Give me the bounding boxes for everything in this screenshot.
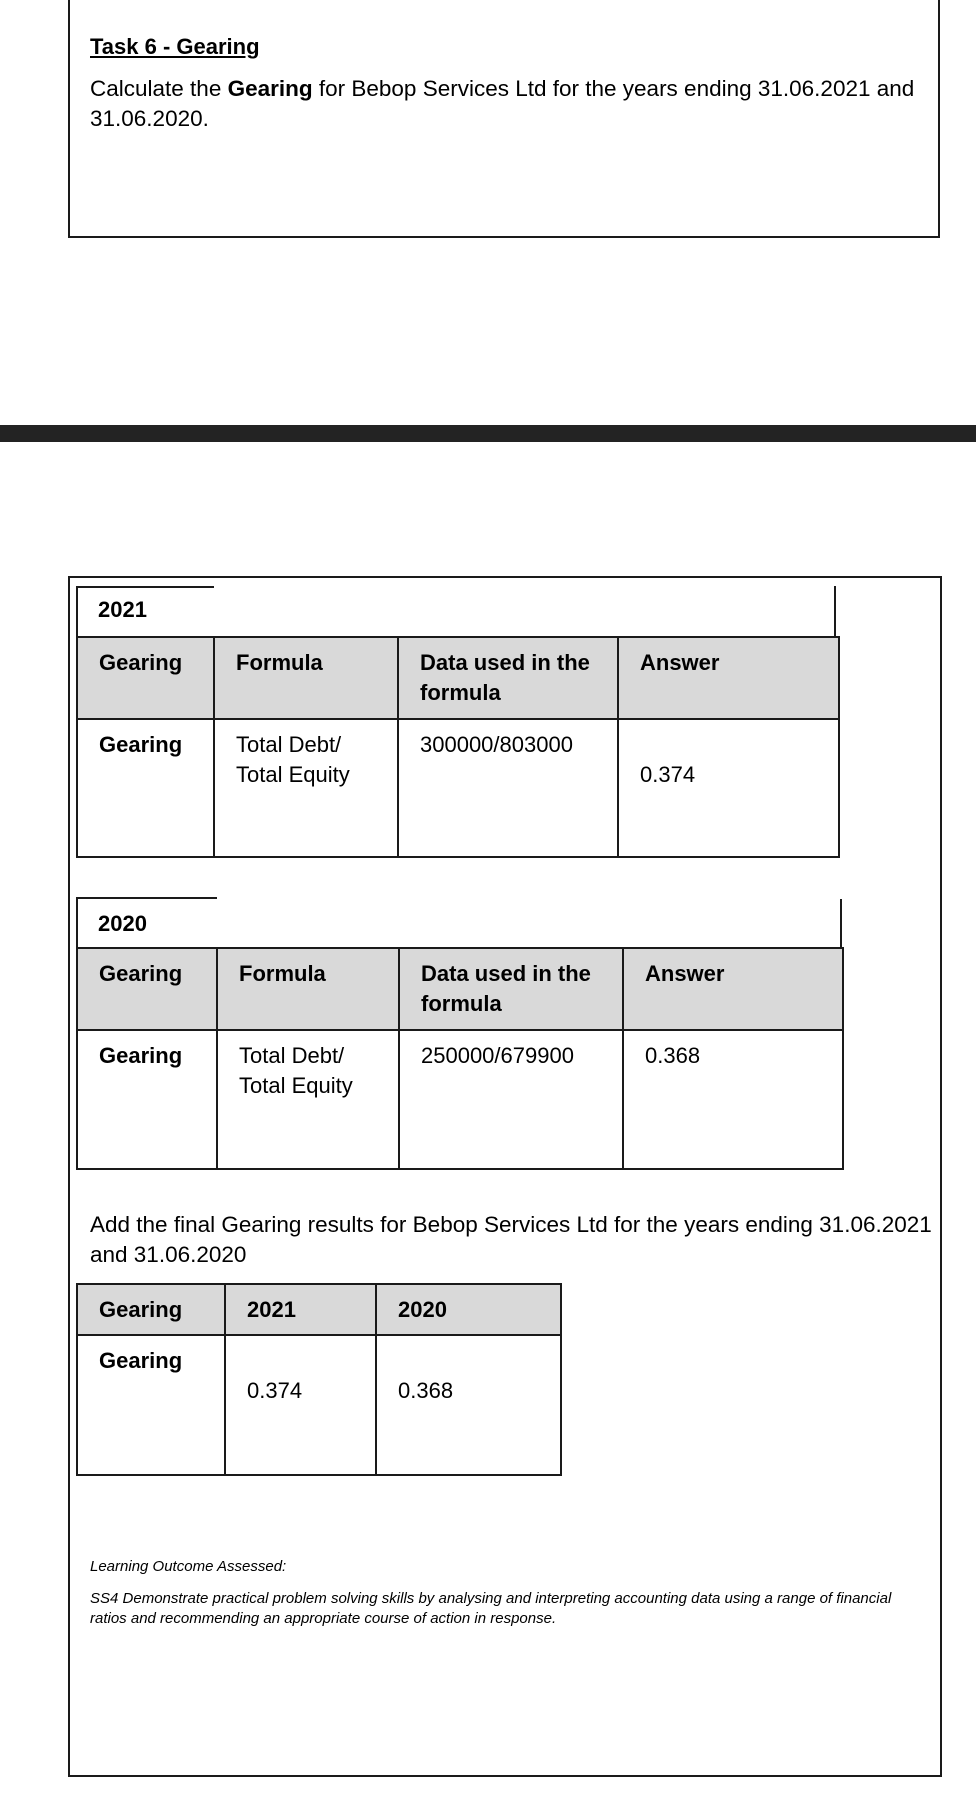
- value-2021-cell: 0.374: [225, 1335, 376, 1475]
- learning-outcome-title: Learning Outcome Assessed:: [90, 1558, 287, 1575]
- header-cell: Gearing: [77, 948, 217, 1030]
- year-label-2020: 2020: [98, 911, 147, 936]
- header-cell: Formula: [214, 637, 398, 719]
- header-cell: 2021: [225, 1284, 376, 1335]
- formula-cell: Total Debt/ Total Equity: [214, 719, 398, 857]
- value-2020-cell: 0.368: [376, 1335, 561, 1475]
- header-cell: Data used in the formula: [399, 948, 623, 1030]
- summary-instruction: Add the final Gearing results for Bebop Services Ltd for the years ending 31.06.2021 and 31.06.2020: [90, 1212, 932, 1267]
- answer-cell: 0.368: [623, 1030, 843, 1169]
- page-divider: [0, 425, 976, 442]
- header-cell: Gearing: [77, 1284, 225, 1335]
- row-label-cell: Gearing: [77, 1030, 217, 1169]
- formula-cell: Total Debt/ Total Equity: [217, 1030, 399, 1169]
- answer-cell: 0.374: [618, 719, 839, 857]
- header-cell: Answer: [623, 948, 843, 1030]
- year-2020-header: [76, 897, 842, 949]
- row-label-cell: Gearing: [77, 1335, 225, 1475]
- row-label-cell: Gearing: [77, 719, 214, 857]
- year-label-2021: 2021: [98, 597, 147, 622]
- header-cell: 2020: [376, 1284, 561, 1335]
- header-cell: Answer: [618, 637, 839, 719]
- gearing-table-2020: [76, 947, 844, 1170]
- task-text-part: Calculate the: [90, 76, 228, 101]
- data-cell: 300000/803000: [398, 719, 618, 857]
- task-title: Task 6 - Gearing: [90, 34, 260, 59]
- task-instructions: [90, 74, 920, 134]
- gearing-table-2021: [76, 636, 840, 858]
- header-cell: Data used in the formula: [398, 637, 618, 719]
- task-text-bold: Gearing: [227, 76, 313, 101]
- header-cell: Formula: [217, 948, 399, 1030]
- data-cell: 250000/679900: [399, 1030, 623, 1169]
- header-cell: Gearing: [77, 637, 214, 719]
- year-2021-header: [76, 586, 836, 638]
- summary-table: [76, 1283, 562, 1476]
- learning-outcome-text: SS4 Demonstrate practical problem solving skills by analysing and interpreting accounting data using a range of financial ratios and recommending an appropriate course of action in response.: [90, 1590, 892, 1627]
- task-text-part: for Bebop Services Ltd for the years ending 31.06.2021 and 31.06.2020.: [90, 76, 915, 131]
